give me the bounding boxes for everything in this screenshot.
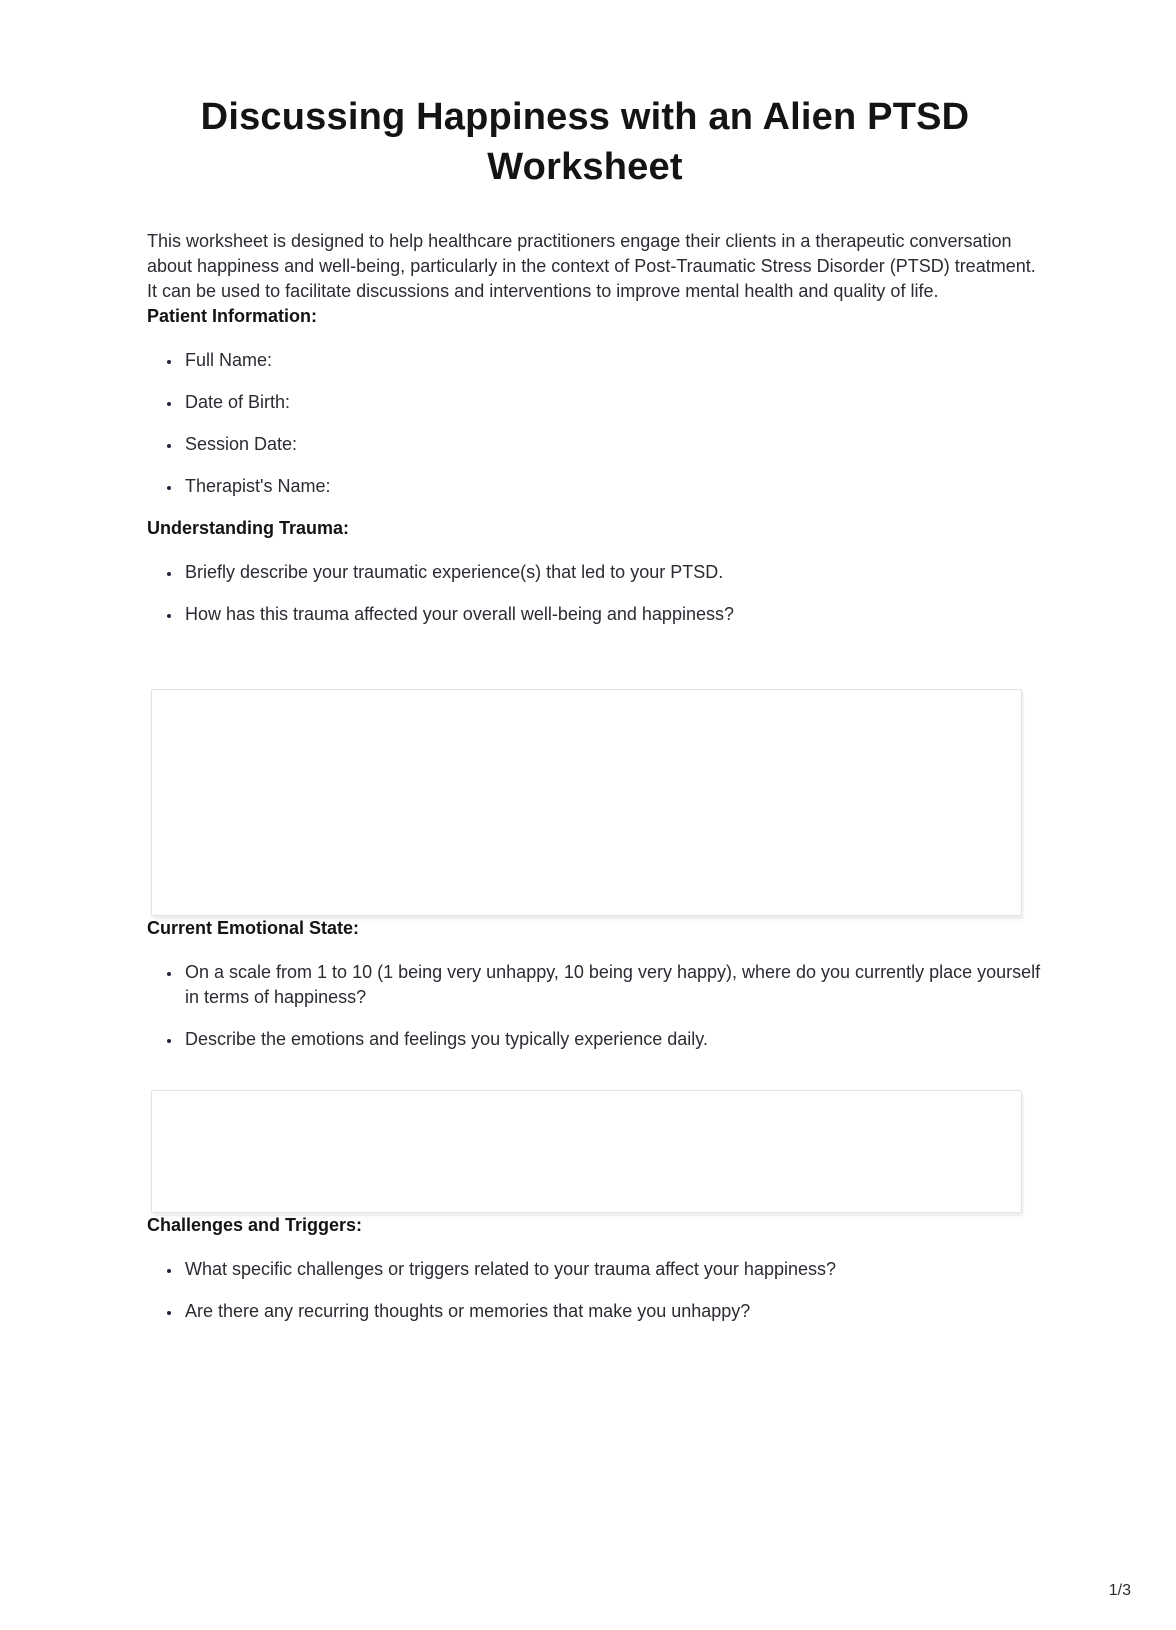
list-item-daily-emotions: • Describe the emotions and feelings you typically experience daily. [182, 1027, 1042, 1052]
list-item-date-of-birth: • Date of Birth: [182, 390, 1042, 415]
list-item-happiness-scale: • On a scale from 1 to 10 (1 being very unhappy, 10 being very happy), where do you currently place yourself in terms of happiness? [182, 960, 1042, 1010]
intro-paragraph: This worksheet is designed to help healthcare practitioners engage their clients in a therapeutic conversation about happiness and well-being, particularly in the context of Post-Traumatic Stress Disorder (PTSD) treatment. It can be used to facilitate discussions and interventions to improve mental health and quality of life. [147, 231, 1036, 301]
list-item-therapist-name: • Therapist's Name: [182, 474, 1042, 499]
challenges-and-triggers-list [147, 1257, 1042, 1324]
understanding-trauma-response-box[interactable] [151, 689, 1022, 916]
list-item-full-name: • Full Name: [182, 348, 1042, 373]
list-item-trauma-effect: • How has this trauma affected your overall well-being and happiness? [182, 602, 1042, 627]
section-heading-current-emotional-state: Current Emotional State: [147, 918, 360, 938]
section-heading-patient-information: Patient Information: [147, 306, 317, 326]
worksheet-page [147, 0, 1047, 1341]
current-emotional-state-response-box[interactable] [151, 1090, 1022, 1213]
section-heading-challenges-and-triggers: Challenges and Triggers: [147, 1215, 363, 1235]
page-title: Discussing Happiness with an Alien PTSD Worksheet [200, 96, 970, 188]
list-item-describe-trauma: • Briefly describe your traumatic experience(s) that led to your PTSD. [182, 560, 1042, 585]
page-number: 1/3 [1108, 1582, 1131, 1599]
list-item-specific-challenges: • What specific challenges or triggers related to your trauma affect your happiness? [182, 1257, 1042, 1282]
current-emotional-state-list [147, 960, 1042, 1052]
list-item-session-date: • Session Date: [182, 432, 1042, 457]
patient-information-list [147, 348, 1042, 499]
section-heading-understanding-trauma: Understanding Trauma: [147, 518, 350, 538]
understanding-trauma-list [147, 560, 1042, 627]
list-item-recurring-thoughts: • Are there any recurring thoughts or memories that make you unhappy? [182, 1299, 1042, 1324]
